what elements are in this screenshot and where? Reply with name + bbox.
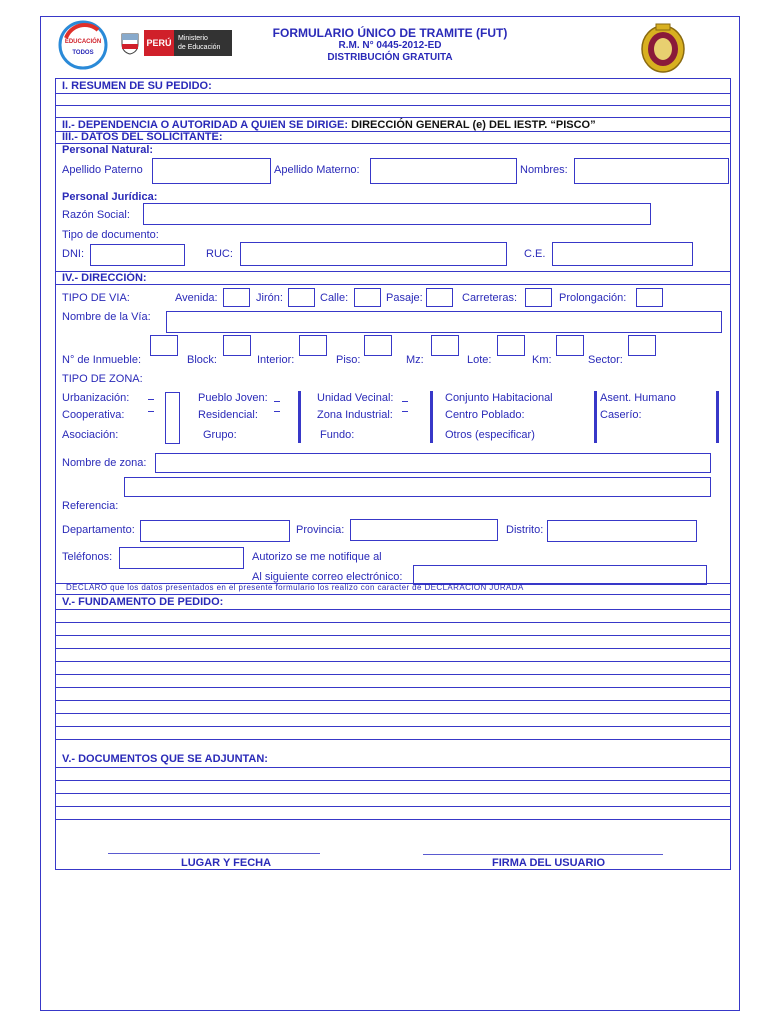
nombres-label: Nombres:: [520, 164, 568, 176]
zona-caserio-label: Caserío:: [600, 409, 642, 421]
fut-form: [55, 78, 731, 870]
autorizo-label: Autorizo se me notifique al: [252, 551, 382, 563]
via-carreteras-label: Carreteras:: [462, 292, 518, 304]
fundamento-line: [56, 622, 730, 623]
telefonos-field[interactable]: [119, 547, 244, 569]
block-box[interactable]: [223, 335, 251, 356]
educacion-logo: [58, 20, 108, 70]
fundamento-line: [56, 661, 730, 662]
section-2-heading: [62, 119, 596, 131]
declaracion-jurada-text: DECLARO que los datos presentados en el presente formulario los realizo con caracter de DECLARACION JURADA: [66, 583, 524, 592]
zona-residencial-label: Residencial:: [198, 409, 258, 421]
departamento-label: Departamento:: [62, 524, 135, 536]
zona-centro-poblado-label: Centro Poblado:: [445, 409, 525, 421]
zona-fundo-label: Fundo:: [320, 429, 355, 441]
firma-usuario-label: FIRMA DEL USUARIO: [492, 857, 606, 869]
apellido-paterno-field[interactable]: [152, 158, 271, 184]
zona-col3-bar: [430, 391, 433, 443]
nombre-zona-field-2[interactable]: [124, 477, 711, 497]
divider: [56, 117, 730, 118]
documentos-line: [56, 793, 730, 794]
tipo-zona-label: TIPO DE ZONA:: [62, 373, 143, 385]
block-label: Block:: [187, 354, 217, 366]
provincia-field[interactable]: [350, 519, 498, 541]
via-avenida-checkbox[interactable]: [223, 288, 250, 307]
via-jiron-checkbox[interactable]: [288, 288, 315, 307]
form-title: FORMULARIO ÚNICO DE TRAMITE (FUT): [272, 26, 508, 40]
km-box[interactable]: [556, 335, 584, 356]
telefonos-label: Teléfonos:: [62, 551, 113, 563]
via-pasaje-checkbox[interactable]: [426, 288, 453, 307]
fundamento-line: [56, 713, 730, 714]
documentos-line: [56, 767, 730, 768]
interior-box[interactable]: [299, 335, 327, 356]
fundamento-line: [56, 726, 730, 727]
documentos-line: [56, 780, 730, 781]
sector-label: Sector:: [588, 354, 623, 366]
provincia-label: Provincia:: [296, 524, 345, 536]
apellido-materno-label: Apellido Materno:: [274, 164, 360, 176]
zona-asent-humano-label: Asent. Humano: [600, 392, 676, 404]
tipo-documento-label: Tipo de documento:: [62, 229, 159, 241]
distrito-label: Distrito:: [506, 524, 544, 536]
section-3-heading: III.- DATOS DEL SOLICITANTE:: [62, 131, 223, 143]
fundamento-line: [56, 674, 730, 675]
razon-social-field[interactable]: [143, 203, 651, 225]
razon-social-label: Razón Social:: [62, 209, 130, 221]
distrito-field[interactable]: [547, 520, 697, 542]
fundamento-line: [56, 700, 730, 701]
documentos-line: [56, 819, 730, 820]
ministry-label-line1: Ministerio: [178, 35, 208, 42]
nombre-via-label: Nombre de la Vía:: [62, 311, 151, 323]
via-calle-label: Calle:: [320, 292, 349, 304]
peru-label: PERÚ: [144, 30, 174, 56]
nombre-zona-label: Nombre de zona:: [62, 457, 147, 469]
section-1-heading: I. RESUMEN DE SU PEDIDO:: [62, 80, 212, 92]
via-jiron-label: Jirón:: [256, 292, 283, 304]
educacion-logo-text: EDUCACIÓN: [64, 39, 102, 45]
zona-asociacion-label: Asociación:: [62, 429, 119, 441]
lugar-fecha-line: [108, 853, 320, 854]
zona-otros-label: Otros (especificar): [445, 429, 535, 441]
via-calle-checkbox[interactable]: [354, 288, 381, 307]
zona-urbanizacion-mark: [148, 399, 154, 400]
interior-label: Interior:: [257, 354, 295, 366]
inmueble-box[interactable]: [150, 335, 178, 356]
dependency-value: DIRECCIÓN GENERAL (e) DEL IESTP. “PISCO”: [351, 119, 596, 131]
zona-col2-bar: [298, 391, 301, 443]
zona-cooperativa-label: Cooperativa:: [62, 409, 125, 421]
zona-col5-bar: [716, 391, 719, 443]
apellido-paterno-label: Apellido Paterno: [62, 164, 143, 176]
via-carreteras-checkbox[interactable]: [525, 288, 552, 307]
ministry-label: [174, 30, 232, 56]
zona-unidad-vecinal-mark: [402, 401, 408, 402]
zona-urbanizacion-label: Urbanización:: [62, 392, 130, 404]
zona-col4-bar: [594, 391, 597, 443]
ce-label: C.E.: [524, 248, 546, 260]
section-2-label: II.- DEPENDENCIA O AUTORIDAD A QUIEN SE DIRIGE:: [62, 119, 349, 131]
lote-label: Lote:: [467, 354, 492, 366]
correo-label: Al siguiente correo electrónico:: [252, 571, 403, 583]
fundamento-line: [56, 635, 730, 636]
inmueble-label: N° de Inmueble:: [62, 354, 141, 366]
nombre-via-field[interactable]: [166, 311, 722, 333]
ruc-label: RUC:: [206, 248, 233, 260]
zona-grupo-label: Grupo:: [203, 429, 237, 441]
nombre-zona-field[interactable]: [155, 453, 711, 473]
section-6-heading: V.- DOCUMENTOS QUE SE ADJUNTAN:: [62, 753, 268, 765]
divider: [56, 271, 730, 272]
zona-industrial-label: Zona Industrial:: [317, 409, 393, 421]
mz-label: Mz:: [406, 354, 424, 366]
via-prolongacion-checkbox[interactable]: [636, 288, 663, 307]
dni-label: DNI:: [62, 248, 84, 260]
referencia-label: Referencia:: [62, 500, 119, 512]
via-avenida-label: Avenida:: [175, 292, 218, 304]
firma-line: [423, 854, 663, 855]
ruc-field[interactable]: [240, 242, 507, 266]
zona-pueblo-joven-label: Pueblo Joven:: [198, 392, 268, 404]
institution-seal-icon: [640, 22, 686, 74]
fundamento-line: [56, 648, 730, 649]
divider: [56, 105, 730, 106]
zona-pueblo-joven-mark: [274, 401, 280, 402]
dni-field[interactable]: [90, 244, 185, 266]
apellido-materno-field[interactable]: [370, 158, 517, 184]
zona-conjunto-habitacional-label: Conjunto Habitacional: [445, 392, 553, 404]
lote-box[interactable]: [497, 335, 525, 356]
nombres-field[interactable]: [574, 158, 729, 184]
via-prolongacion-label: Prolongación:: [559, 292, 627, 304]
divider: [56, 594, 730, 595]
zona-residencial-mark: [274, 411, 280, 412]
ce-field[interactable]: [552, 242, 693, 266]
zona-cooperativa-mark: [148, 411, 154, 412]
fundamento-line: [56, 739, 730, 740]
divider: [56, 143, 730, 144]
fundamento-line: [56, 687, 730, 688]
personal-juridica-label: Personal Jurídica:: [62, 191, 158, 203]
mz-box[interactable]: [431, 335, 459, 356]
zona-unidad-vecinal-label: Unidad Vecinal:: [317, 392, 394, 404]
correo-field[interactable]: [413, 565, 707, 585]
peru-shield-icon: [118, 30, 142, 56]
piso-box[interactable]: [364, 335, 392, 356]
section-5-heading: V.- FUNDAMENTO DE PEDIDO:: [62, 596, 224, 608]
lugar-fecha-label: LUGAR Y FECHA: [181, 857, 272, 869]
documentos-line: [56, 806, 730, 807]
tipo-via-label: TIPO DE VIA:: [62, 292, 130, 304]
divider: [56, 93, 730, 94]
zona-col1-checkbox[interactable]: [165, 392, 180, 444]
form-subtitle-distribution: DISTRIBUCIÓN GRATUITA: [327, 52, 453, 63]
personal-natural-label: Personal Natural:: [62, 144, 154, 156]
section-4-heading: IV.- DIRECCIÓN:: [62, 272, 147, 284]
sector-box[interactable]: [628, 335, 656, 356]
km-label: Km:: [532, 354, 552, 366]
form-subtitle-rm: R.M. N° 0445-2012-ED: [338, 40, 442, 51]
peru-ministry-logo: [118, 30, 232, 56]
piso-label: Piso:: [336, 354, 361, 366]
divider: [56, 284, 730, 285]
zona-industrial-mark: [402, 411, 408, 412]
todos-logo-text: TODOS: [72, 50, 94, 56]
ministry-label-line2: de Educación: [178, 44, 221, 51]
via-pasaje-label: Pasaje:: [386, 292, 423, 304]
fundamento-line: [56, 609, 730, 610]
departamento-field[interactable]: [140, 520, 290, 542]
